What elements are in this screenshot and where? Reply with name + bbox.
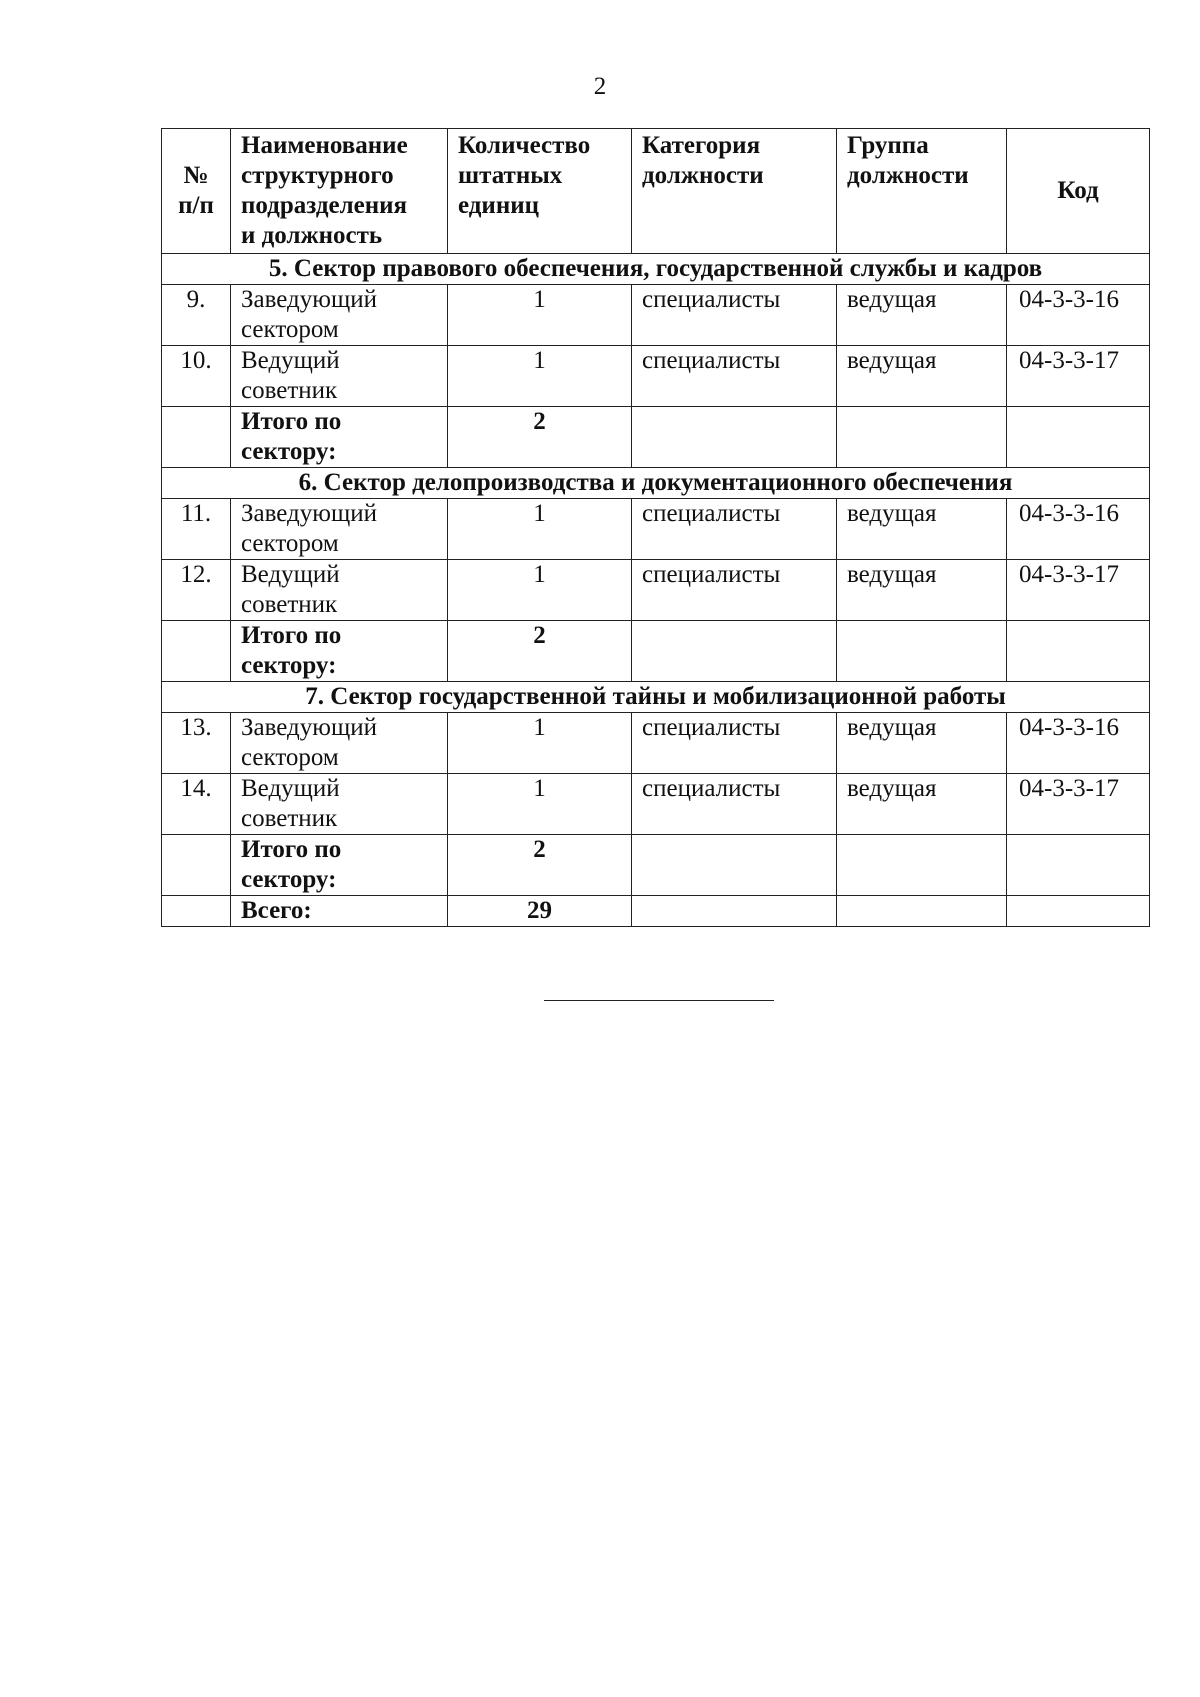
position-category: специалисты [632,285,837,346]
position-name [231,499,448,560]
position-code: 04-3-3-16 [1007,285,1150,346]
position-name-line: Заведующий [241,500,377,527]
header-line: подразделения [241,192,408,219]
position-code: 04-3-3-16 [1007,499,1150,560]
section-title-row [162,682,1150,713]
subtotal-label-line: Итого по [241,836,342,863]
staff-quantity: 1 [448,713,632,774]
header-line: и должность [241,222,383,249]
header-line: структурного [241,162,394,189]
subtotal-label-line: Итого по [241,622,342,649]
empty-cell [162,407,231,468]
empty-cell [837,407,1007,468]
position-category: специалисты [632,774,837,835]
position-name [231,774,448,835]
empty-cell [1007,407,1150,468]
table-row [162,499,1150,560]
staff-table [161,128,1150,927]
row-number: 14. [162,774,231,835]
table-row [162,560,1150,621]
row-number: 10. [162,346,231,407]
subtotal-quantity: 2 [448,621,632,682]
position-name [231,285,448,346]
grand-total-label: Всего: [231,896,448,927]
position-group: ведущая [837,713,1007,774]
empty-cell [632,621,837,682]
section-title-row [162,254,1150,285]
staff-quantity: 1 [448,499,632,560]
subtotal-row [162,407,1150,468]
header-line: должности [847,162,969,189]
empty-cell [837,835,1007,896]
subtotal-quantity: 2 [448,407,632,468]
position-group: ведущая [837,285,1007,346]
empty-cell [1007,835,1150,896]
position-category: специалисты [632,499,837,560]
position-name-line: советник [241,805,338,832]
header-line: Наименование [241,132,408,159]
grand-total-quantity: 29 [448,896,632,927]
position-name-line: Ведущий [241,561,340,588]
empty-cell [162,621,231,682]
header-line: № [183,162,209,189]
header-line: Количество [458,132,591,159]
empty-cell [162,835,231,896]
position-name [231,346,448,407]
staff-quantity: 1 [448,774,632,835]
position-name-line: Ведущий [241,775,340,802]
header-name [231,129,448,254]
header-category [632,129,837,254]
position-name [231,713,448,774]
table-header-row [162,129,1150,254]
subtotal-label [231,835,448,896]
staff-quantity: 1 [448,285,632,346]
position-name-line: сектором [241,744,339,771]
position-category: специалисты [632,713,837,774]
empty-cell [162,896,231,927]
position-name-line: сектором [241,316,339,343]
position-code: 04-3-3-17 [1007,346,1150,407]
position-group: ведущая [837,346,1007,407]
position-name-line: советник [241,377,338,404]
empty-cell [837,621,1007,682]
position-name-line: сектором [241,530,339,557]
table-row [162,774,1150,835]
position-name-line: Заведующий [241,714,377,741]
grand-total-row [162,896,1150,927]
staff-quantity: 1 [448,560,632,621]
empty-cell [632,407,837,468]
position-code: 04-3-3-17 [1007,560,1150,621]
header-line: Группа [847,132,929,159]
section-title: 6. Сектор делопроизводства и документационного обеспечения [162,468,1150,499]
position-name-line: Заведующий [241,286,377,313]
position-name-line: Ведущий [241,347,340,374]
subtotal-label-line: Итого по [241,408,342,435]
row-number: 13. [162,713,231,774]
header-code: Код [1007,129,1150,254]
empty-cell [632,896,837,927]
subtotal-quantity: 2 [448,835,632,896]
header-line: должности [642,162,764,189]
position-name [231,560,448,621]
header-group [837,129,1007,254]
header-line: единиц [458,192,540,219]
position-code: 04-3-3-16 [1007,713,1150,774]
table-row [162,346,1150,407]
empty-cell [1007,621,1150,682]
subtotal-row [162,621,1150,682]
position-group: ведущая [837,774,1007,835]
position-name-line: советник [241,591,338,618]
header-number [162,129,231,254]
empty-cell [1007,896,1150,927]
subtotal-label-line: сектору: [241,866,337,893]
position-code: 04-3-3-17 [1007,774,1150,835]
page-number: 2 [593,73,607,100]
subtotal-label-line: сектору: [241,652,337,679]
position-group: ведущая [837,560,1007,621]
section-title-row [162,468,1150,499]
row-number: 9. [162,285,231,346]
header-quantity [448,129,632,254]
header-line: штатных [458,162,563,189]
staff-quantity: 1 [448,346,632,407]
header-line: Категория [642,132,761,159]
subtotal-label [231,407,448,468]
empty-cell [837,896,1007,927]
subtotal-label-line: сектору: [241,438,337,465]
subtotal-row [162,835,1150,896]
subtotal-label [231,621,448,682]
table-row [162,285,1150,346]
row-number: 12. [162,560,231,621]
section-title: 5. Сектор правового обеспечения, государственной службы и кадров [162,254,1150,285]
position-category: специалисты [632,346,837,407]
end-divider [544,1000,774,1001]
row-number: 11. [162,499,231,560]
header-line: п/п [178,192,214,219]
table-row [162,713,1150,774]
position-group: ведущая [837,499,1007,560]
section-title: 7. Сектор государственной тайны и мобилизационной работы [162,682,1150,713]
empty-cell [632,835,837,896]
position-category: специалисты [632,560,837,621]
